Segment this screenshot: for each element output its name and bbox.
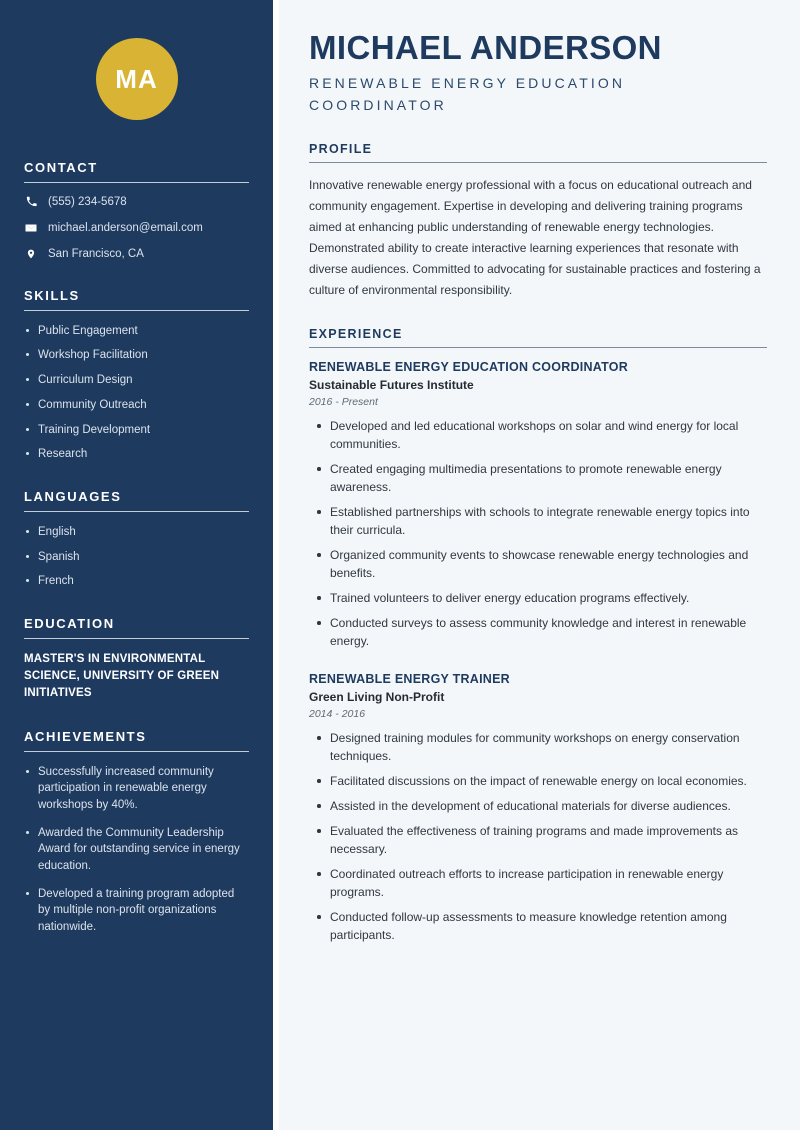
contact-item-location[interactable] xyxy=(24,247,249,262)
sidebar xyxy=(0,0,279,1130)
sidebar-divider-achievements xyxy=(24,751,249,752)
list-item: Designed training modules for community workshops on energy conservation techniques. xyxy=(313,729,767,765)
avatar-container xyxy=(24,38,249,120)
languages-list xyxy=(24,524,249,590)
list-item: Community Outreach xyxy=(24,397,249,414)
main-divider-profile xyxy=(309,162,767,163)
list-item: Successfully increased community participation in renewable energy workshops by 40%. xyxy=(24,764,249,814)
job-company: Green Living Non-Profit xyxy=(309,690,445,705)
list-item: Awarded the Community Leadership Award for outstanding service in energy education. xyxy=(24,825,249,875)
sidebar-divider-skills xyxy=(24,310,249,311)
experience-entry xyxy=(309,672,767,944)
sidebar-heading-skills: SKILLS xyxy=(24,287,80,303)
sidebar-section-skills xyxy=(24,288,249,463)
list-item: Facilitated discussions on the impact of renewable energy on local economies. xyxy=(313,772,767,790)
sidebar-section-achievements xyxy=(24,729,249,936)
sidebar-heading-contact: CONTACT xyxy=(24,160,98,175)
contact-value-phone: (555) 234-5678 xyxy=(48,196,127,208)
list-item: French xyxy=(24,573,249,590)
list-item: Workshop Facilitation xyxy=(24,347,249,364)
list-item: Created engaging multimedia presentations to promote renewable energy awareness. xyxy=(313,460,767,496)
list-item: Developed a training program adopted by multiple non-profit organizations nationwide. xyxy=(24,886,249,936)
list-item: Research xyxy=(24,446,249,463)
email-icon xyxy=(24,221,38,234)
profile-text: Innovative renewable energy professional with a focus on educational outreach and community engagement. Expertise in developing and delivering training programs aimed at enhancing public understanding of renewable energy technologies. Demonstrated ability to create interactive learning experiences that resonate with diverse audiences. Committed to advocating for sustainable practices and fostering a culture of environmental responsibility. xyxy=(309,178,761,298)
list-item: English xyxy=(24,524,249,541)
contact-value-email: michael.anderson@email.com xyxy=(48,221,203,234)
achievements-list xyxy=(24,764,249,936)
sidebar-heading-achievements: ACHIEVEMENTS xyxy=(24,728,147,744)
contact-item-email[interactable] xyxy=(24,221,249,236)
job-dates: 2016 - Present xyxy=(309,396,378,409)
sidebar-divider-education xyxy=(24,638,249,639)
section-profile xyxy=(309,142,767,301)
main-heading-profile: PROFILE xyxy=(309,142,373,157)
job-bullet-list xyxy=(309,417,767,650)
list-item: Established partnerships with schools to integrate renewable energy topics into their curricula. xyxy=(313,503,767,539)
sidebar-heading-education: EDUCATION xyxy=(24,615,115,631)
main-heading-experience: EXPERIENCE xyxy=(309,327,403,342)
list-item: Assisted in the development of educational materials for diverse audiences. xyxy=(313,797,767,815)
skills-list xyxy=(24,323,249,463)
avatar: MA xyxy=(96,38,178,120)
phone-icon xyxy=(24,195,38,207)
list-item: Trained volunteers to deliver energy education programs effectively. xyxy=(313,589,767,607)
job-dates: 2014 - 2016 xyxy=(309,708,366,721)
list-item: Conducted follow-up assessments to measure knowledge retention among participants. xyxy=(313,908,767,944)
list-item: Evaluated the effectiveness of training programs and made improvements as necessary. xyxy=(313,822,767,858)
experience-entry xyxy=(309,360,767,650)
sidebar-section-education xyxy=(24,616,249,703)
experience-spacer xyxy=(309,658,767,672)
job-company: Sustainable Futures Institute xyxy=(309,378,474,393)
sidebar-heading-languages: LANGUAGES xyxy=(24,488,122,504)
job-title: RENEWABLE ENERGY TRAINER xyxy=(309,672,510,687)
sidebar-divider-languages xyxy=(24,511,249,512)
list-item: Developed and led educational workshops on solar and wind energy for local communities. xyxy=(313,417,767,453)
list-item: Spanish xyxy=(24,549,249,566)
main-content xyxy=(279,0,800,1130)
job-bullet-list xyxy=(309,729,767,944)
contact-value-location: San Francisco, CA xyxy=(48,247,144,260)
list-item: Training Development xyxy=(24,422,249,439)
main-divider-experience xyxy=(309,347,767,348)
sidebar-section-languages xyxy=(24,489,249,590)
list-item: Curriculum Design xyxy=(24,372,249,389)
location-pin-icon xyxy=(24,247,38,260)
contact-item-phone[interactable] xyxy=(24,195,249,210)
list-item: Coordinated outreach efforts to increase participation in renewable energy programs. xyxy=(313,865,767,901)
list-item: Public Engagement xyxy=(24,323,249,340)
list-item: Conducted surveys to assess community knowledge and interest in renewable energy. xyxy=(313,614,767,650)
section-experience xyxy=(309,327,767,944)
sidebar-section-contact xyxy=(24,160,249,262)
sidebar-divider-contact xyxy=(24,182,249,183)
job-headline: RENEWABLE ENERGY EDUCATION COORDINATOR xyxy=(309,74,626,113)
page-title: MICHAEL ANDERSON xyxy=(309,29,662,66)
job-title: RENEWABLE ENERGY EDUCATION COORDINATOR xyxy=(309,360,629,375)
education-entry: MASTER'S IN ENVIRONMENTAL SCIENCE, UNIVERSITY OF GREEN INITIATIVES xyxy=(24,652,220,700)
list-item: Organized community events to showcase renewable energy technologies and benefits. xyxy=(313,546,767,582)
